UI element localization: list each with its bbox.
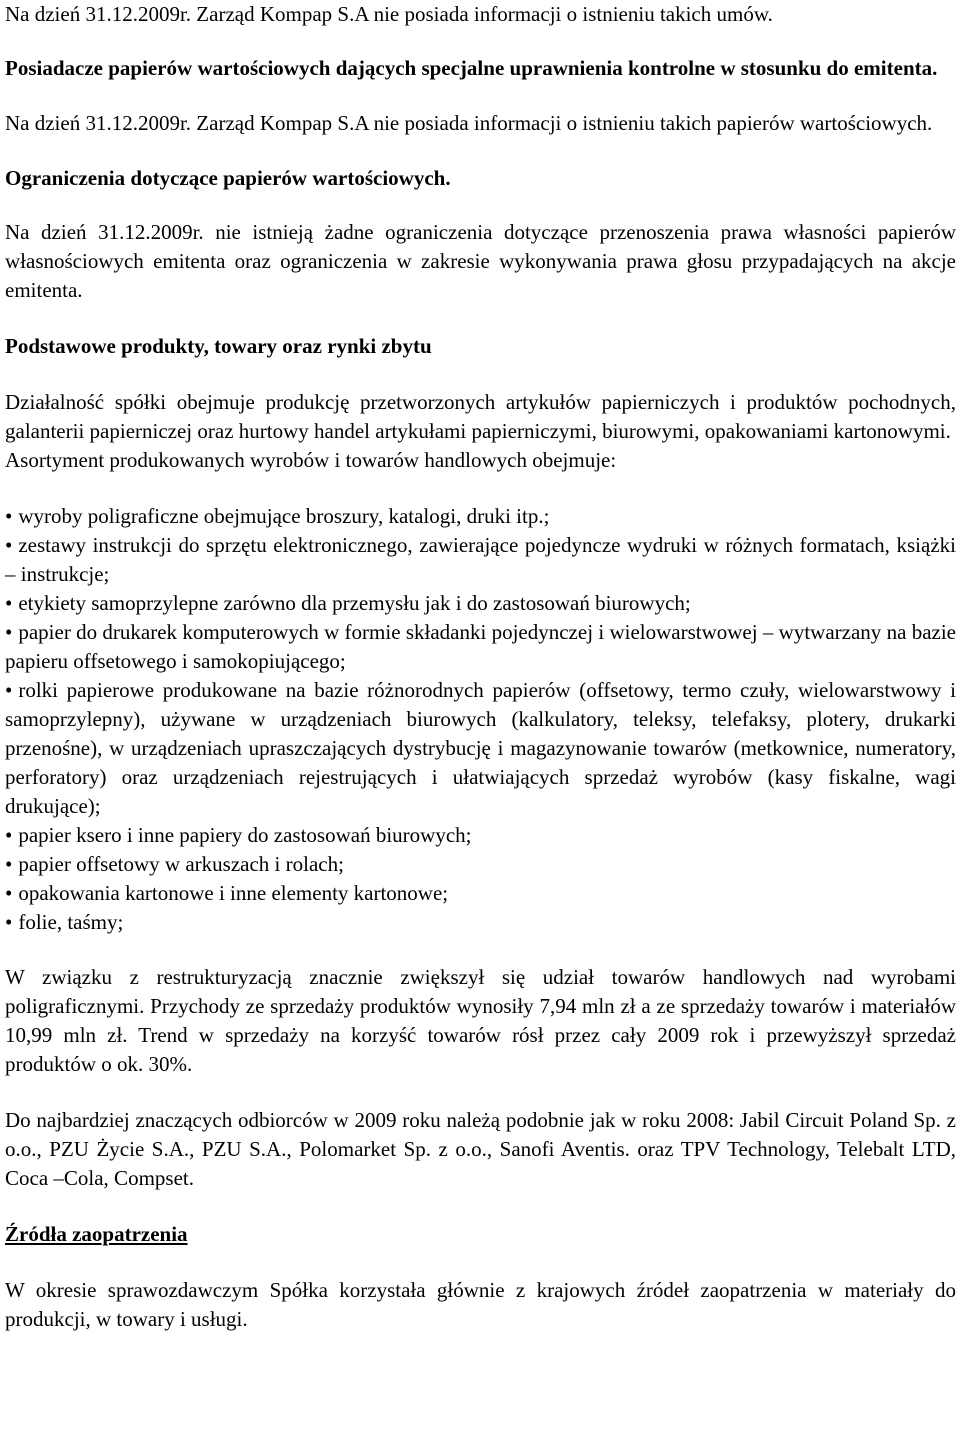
heading-supply-sources: Źródła zaopatrzenia [5, 1222, 188, 1246]
bullet-icon: • [5, 504, 13, 528]
paragraph-supply-sources: W okresie sprawozdawczym Spółka korzystała głównie z krajowych źródeł zaopatrzenia w materiały do produkcji, w towary i usługi. [5, 1278, 956, 1331]
bullet-icon: • [5, 533, 13, 557]
document-page [5, 0, 956, 1334]
paragraph-no-securities-info: Na dzień 31.12.2009r. Zarząd Kompap S.A nie posiada informacji o istnieniu takich papierów wartościowych. [5, 111, 933, 135]
paragraph-no-agreements: Na dzień 31.12.2009r. Zarząd Kompap S.A nie posiada informacji o istnieniu takich umów. [5, 2, 773, 26]
heading-products-markets: Podstawowe produkty, towary oraz rynki zbytu [5, 334, 432, 358]
list-item: • papier ksero i inne papiery do zastosowań biurowych; [5, 823, 472, 847]
heading-special-control-rights: Posiadacze papierów wartościowych dających specjalne uprawnienia kontrolne w stosunku do emitenta. [5, 56, 938, 80]
assortment-bullet-list [5, 502, 956, 937]
paragraph-key-customers: Do najbardziej znaczących odbiorców w 2009 roku należą podobnie jak w roku 2008: Jabil Circuit Poland Sp. z o.o., PZU Życie S.A., PZU S.A., Polomarket Sp. z o.o., Sanofi Aventis. oraz TPV Technology, Telebalt LTD, Coca –Cola, Compset. [5, 1108, 956, 1190]
bullet-icon: • [5, 852, 13, 876]
heading-securities-restrictions: Ograniczenia dotyczące papierów wartościowych. [5, 166, 451, 190]
list-item: • papier do drukarek komputerowych w formie składanki pojedynczej i wielowarstwowej – wytwarzany na bazie papieru offsetowego i samokopiującego; [5, 620, 956, 673]
paragraph-no-restrictions: Na dzień 31.12.2009r. nie istnieją żadne ograniczenia dotyczące przenoszenia prawa własności papierów własnościowych emitenta oraz ograniczenia w zakresie wykonywania prawa głosu przypadających na akcje emitenta. [5, 220, 956, 302]
bullet-icon: • [5, 678, 13, 702]
list-item: • opakowania kartonowe i inne elementy kartonowe; [5, 881, 449, 905]
bullet-icon: • [5, 823, 13, 847]
bullet-icon: • [5, 591, 13, 615]
list-item: • zestawy instrukcji do sprzętu elektronicznego, zawierające pojedyncze wydruki w różnych formatach, książki – instrukcje; [5, 533, 956, 586]
paragraph-company-activity: Działalność spółki obejmuje produkcję przetworzonych artykułów papierniczych i produktów pochodnych, galanterii papierniczej oraz hurtowy handel artykułami papierniczymi, biurowymi, opakowaniami kartonowymi. [5, 390, 956, 443]
paragraph-assortment-intro: Asortyment produkowanych wyrobów i towarów handlowych obejmuje: [5, 448, 617, 472]
list-item: • papier offsetowy w arkuszach i rolach; [5, 852, 344, 876]
list-item: • folie, taśmy; [5, 910, 124, 934]
bullet-icon: • [5, 620, 13, 644]
list-item: • rolki papierowe produkowane na bazie różnorodnych papierów (offsetowy, termo czuły, wielowarstwowy i samoprzylepny), używane w urządzeniach biurowych (kalkulatory, teleksy, telefaksy, plotery, drukarki przenośne), w urządzeniach upraszczających dystrybucję i magazynowanie towarów (metkownice, numeratory, perforatory) oraz urządzeniach rejestrujących i ułatwiających sprzedaż wyrobów (kasy fiskalne, wagi drukujące); [5, 678, 956, 818]
bullet-icon: • [5, 881, 13, 905]
list-item: • wyroby poligraficzne obejmujące broszury, katalogi, druki itp.; [5, 504, 550, 528]
list-item: • etykiety samoprzylepne zarówno dla przemysłu jak i do zastosowań biurowych; [5, 591, 691, 615]
bullet-icon: • [5, 910, 13, 934]
paragraph-restructuring: W związku z restrukturyzacją znacznie zwiększył się udział towarów handlowych nad wyrobami poligraficznymi. Przychody ze sprzedaży produktów wynosiły 7,94 mln zł a ze sprzedaży towarów i materiałów 10,99 mln zł. Trend w sprzedaży na korzyść towarów rósł przez cały 2009 rok i przewyższył sprzedaż produktów o ok. 30%. [5, 965, 956, 1076]
